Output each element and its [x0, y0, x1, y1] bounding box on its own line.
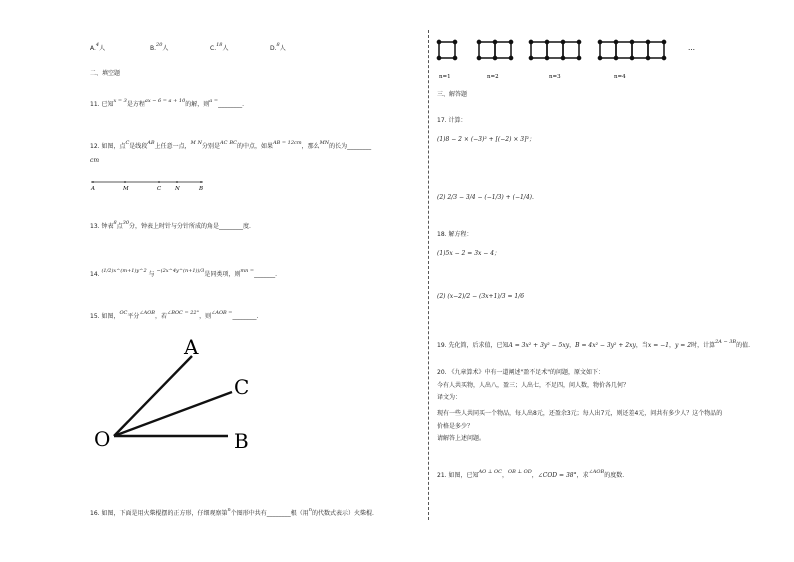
- question-18-part1: (1)5x − 2 = 3x − 4；: [437, 250, 501, 257]
- q19-math: B = 4x² − 3y² + 2xy: [575, 342, 636, 349]
- q19-math: x = −1: [647, 342, 669, 349]
- label-n2: n=2: [487, 74, 499, 80]
- point-b: [200, 181, 202, 183]
- q12-math: AB: [147, 140, 155, 146]
- option-letter: B.: [150, 45, 157, 52]
- label-o: O: [94, 427, 111, 451]
- q19-text: 的值.: [736, 342, 751, 349]
- q12-math: AB = 12cm: [273, 140, 302, 146]
- point-label-m: M: [123, 186, 129, 192]
- q12-text: 上任意一点，: [154, 143, 191, 150]
- q21-math: ∠AOB: [588, 469, 605, 475]
- q16-text: 16. 如图，下面是用火柴棍摆的正方形，仔细观察第: [90, 510, 228, 517]
- option-b: [150, 42, 169, 53]
- q12-text: 的长为________: [329, 143, 372, 150]
- q12-math: C: [125, 140, 130, 146]
- q21-text: 21. 如图，已知: [437, 472, 479, 479]
- q15-math: ∠AOB =: [211, 310, 233, 316]
- option-letter: C.: [210, 45, 217, 52]
- q19-text: 19. 先化简，后求值，已知: [437, 342, 509, 349]
- question-18-title: 18. 解方程：: [437, 231, 473, 238]
- point-m: [124, 181, 126, 183]
- question-18-part2: (2) (x−2)/2 − (3x+1)/3 = 1/6: [437, 293, 525, 300]
- q12-math: AC: [220, 140, 228, 146]
- q15-text: 15. 如图，: [90, 313, 120, 320]
- point-c: [158, 181, 160, 183]
- question-16: [90, 507, 374, 518]
- q19-text: ，当: [635, 342, 648, 349]
- option-value: 20: [156, 42, 163, 48]
- q14-text: 14.: [90, 271, 102, 278]
- label-n4: n=4: [614, 74, 626, 80]
- q12-text: 分别是: [202, 143, 221, 150]
- q12-text: 的中点，如果: [237, 143, 274, 150]
- q16-text: 的代数式表示）火柴棍.: [311, 510, 374, 517]
- question-21: [437, 469, 625, 480]
- q16-math: n: [308, 507, 312, 513]
- q15-text: ，若: [154, 313, 167, 320]
- q19-math: 2A − 3B: [715, 339, 737, 345]
- option-letter: A.: [90, 45, 96, 52]
- option-value: 8: [276, 42, 280, 48]
- option-c: [210, 42, 229, 53]
- question-13: [90, 220, 251, 231]
- q12-math: BC: [229, 140, 237, 146]
- q16-math: n: [227, 507, 231, 513]
- q15-blank: ________.: [232, 313, 259, 320]
- q12-line-figure: [88, 176, 208, 192]
- q11-text: 的解，则: [185, 101, 210, 108]
- question-20-line4: 现有一些人共同买一个物品，每人出8元，还盈余3元；每人出7元，则还差4元，问共有多少人？这个物品的: [437, 410, 723, 417]
- point-label-b: B: [199, 186, 204, 192]
- q15-text: ，则: [199, 313, 212, 320]
- q11-math: ax − 6 = a + 10: [144, 98, 186, 104]
- q13-math: 30: [122, 220, 130, 226]
- q12-unit: cm: [90, 157, 100, 164]
- squares-n3: [529, 40, 580, 59]
- question-20-line5: 价格是多少？: [437, 423, 474, 430]
- q11-math: a =: [209, 98, 219, 104]
- q13-text: 分，钟表上时针与分针所成的角是________度.: [129, 223, 251, 230]
- ray-oc: [114, 392, 232, 436]
- question-17-part1: (1)8 − 2 × (−3)² + [(−2) × 3]²；: [437, 136, 535, 143]
- column-divider: [428, 30, 429, 520]
- q19-text: ，: [668, 342, 675, 349]
- option-unit: 人: [222, 45, 229, 52]
- section2-title: 二、填空题: [90, 70, 121, 77]
- q19-text: 时，计算: [691, 342, 716, 349]
- q19-text: ，: [569, 342, 576, 349]
- q11-text: 11. 已知: [90, 101, 114, 108]
- q15-angle-figure: [88, 332, 288, 462]
- label-n1: n=1: [439, 74, 451, 80]
- point-n: [176, 181, 178, 183]
- matchstick-squares-figure: [432, 36, 712, 82]
- squares-n1: [437, 40, 456, 59]
- q12-math: N: [197, 140, 203, 146]
- point-label-a: A: [91, 186, 95, 192]
- q11-blank: ________.: [218, 101, 244, 108]
- q12-text: 12. 如图，点: [90, 143, 126, 150]
- question-14: [90, 268, 278, 279]
- q21-math: AO ⊥ OC: [478, 469, 502, 475]
- q15-text: 平分: [127, 313, 140, 320]
- question-17-title: 17. 计算：: [437, 117, 467, 124]
- q21-text: ，: [531, 472, 538, 479]
- question-20-line2: 今有人共买物，人出八，盈三；人出七，不足四，问人数，物价各几何？: [437, 382, 630, 389]
- q19-math: A = 3x² + 3y² − 5xy: [508, 342, 570, 349]
- option-value: 18: [216, 42, 223, 48]
- question-20-line3: 译文为：: [437, 394, 462, 401]
- q11-math: x = 3: [113, 98, 127, 104]
- label-n3: n=3: [549, 74, 561, 80]
- q14-math: mn =: [240, 268, 255, 274]
- q21-math: ∠COD = 38°: [537, 472, 577, 479]
- right-page: [432, 0, 794, 562]
- option-unit: 人: [279, 45, 286, 52]
- squares-n2: [477, 40, 512, 59]
- label-a: A: [184, 335, 199, 359]
- q15-math: OC: [119, 310, 128, 316]
- option-d: [270, 42, 286, 53]
- q16-text: 个图形中共有________根（用: [230, 510, 309, 517]
- question-17-part2: (2) 2/3 − 3/4 − (−1/3) + (−1/4).: [437, 194, 534, 201]
- q21-math: OB ⊥ OD: [507, 469, 532, 475]
- q15-math: ∠AOB: [139, 310, 155, 316]
- q15-math: ∠BOC = 22°: [167, 310, 200, 316]
- q14-text: 是同类项，则: [204, 271, 241, 278]
- label-b: B: [234, 429, 249, 453]
- option-letter: D.: [270, 45, 277, 52]
- question-19: [437, 339, 751, 350]
- option-value: 4: [95, 42, 100, 48]
- q12-text: ，那么: [301, 143, 320, 150]
- figure-ellipsis: …: [688, 44, 695, 52]
- q12-math: MN: [319, 140, 330, 146]
- question-20-line6: 请解答上述问题。: [437, 435, 486, 442]
- option-a: [90, 42, 106, 53]
- q14-blank: _______.: [254, 271, 278, 278]
- point-label-n: N: [175, 186, 180, 192]
- q21-text: ，求: [576, 472, 589, 479]
- point-label-c: C: [157, 186, 162, 192]
- q19-math: y = 2: [675, 342, 692, 349]
- q21-text: 的度数.: [604, 472, 625, 479]
- q14-math: (1/2)x^(m+1)y^2: [101, 268, 147, 274]
- q13-math: 8: [113, 220, 117, 226]
- squares-n4: [598, 40, 665, 59]
- q14-text: 与: [148, 271, 155, 278]
- option-unit: 人: [99, 45, 106, 52]
- label-c: C: [234, 375, 250, 399]
- option-unit: 人: [162, 45, 169, 52]
- q11-text: 是方程: [126, 101, 145, 108]
- point-a: [92, 181, 94, 183]
- q12-text: 是线段: [129, 143, 148, 150]
- question-11: [90, 98, 244, 109]
- question-12: [90, 140, 372, 151]
- q13-text: 13. 钟表: [90, 223, 114, 230]
- q14-math: −(2x^4y^(n+1))/3: [156, 268, 205, 274]
- q21-text: ，: [501, 472, 508, 479]
- question-20-line1: 20. 《九章算术》中有一道阐述"盈不足术"的问题，原文如下：: [437, 369, 604, 376]
- section3-title: 三、解答题: [437, 91, 468, 98]
- q12-math: M: [190, 140, 196, 146]
- q13-text: 点: [116, 223, 123, 230]
- ray-oa: [114, 356, 192, 436]
- question-15: [90, 310, 259, 321]
